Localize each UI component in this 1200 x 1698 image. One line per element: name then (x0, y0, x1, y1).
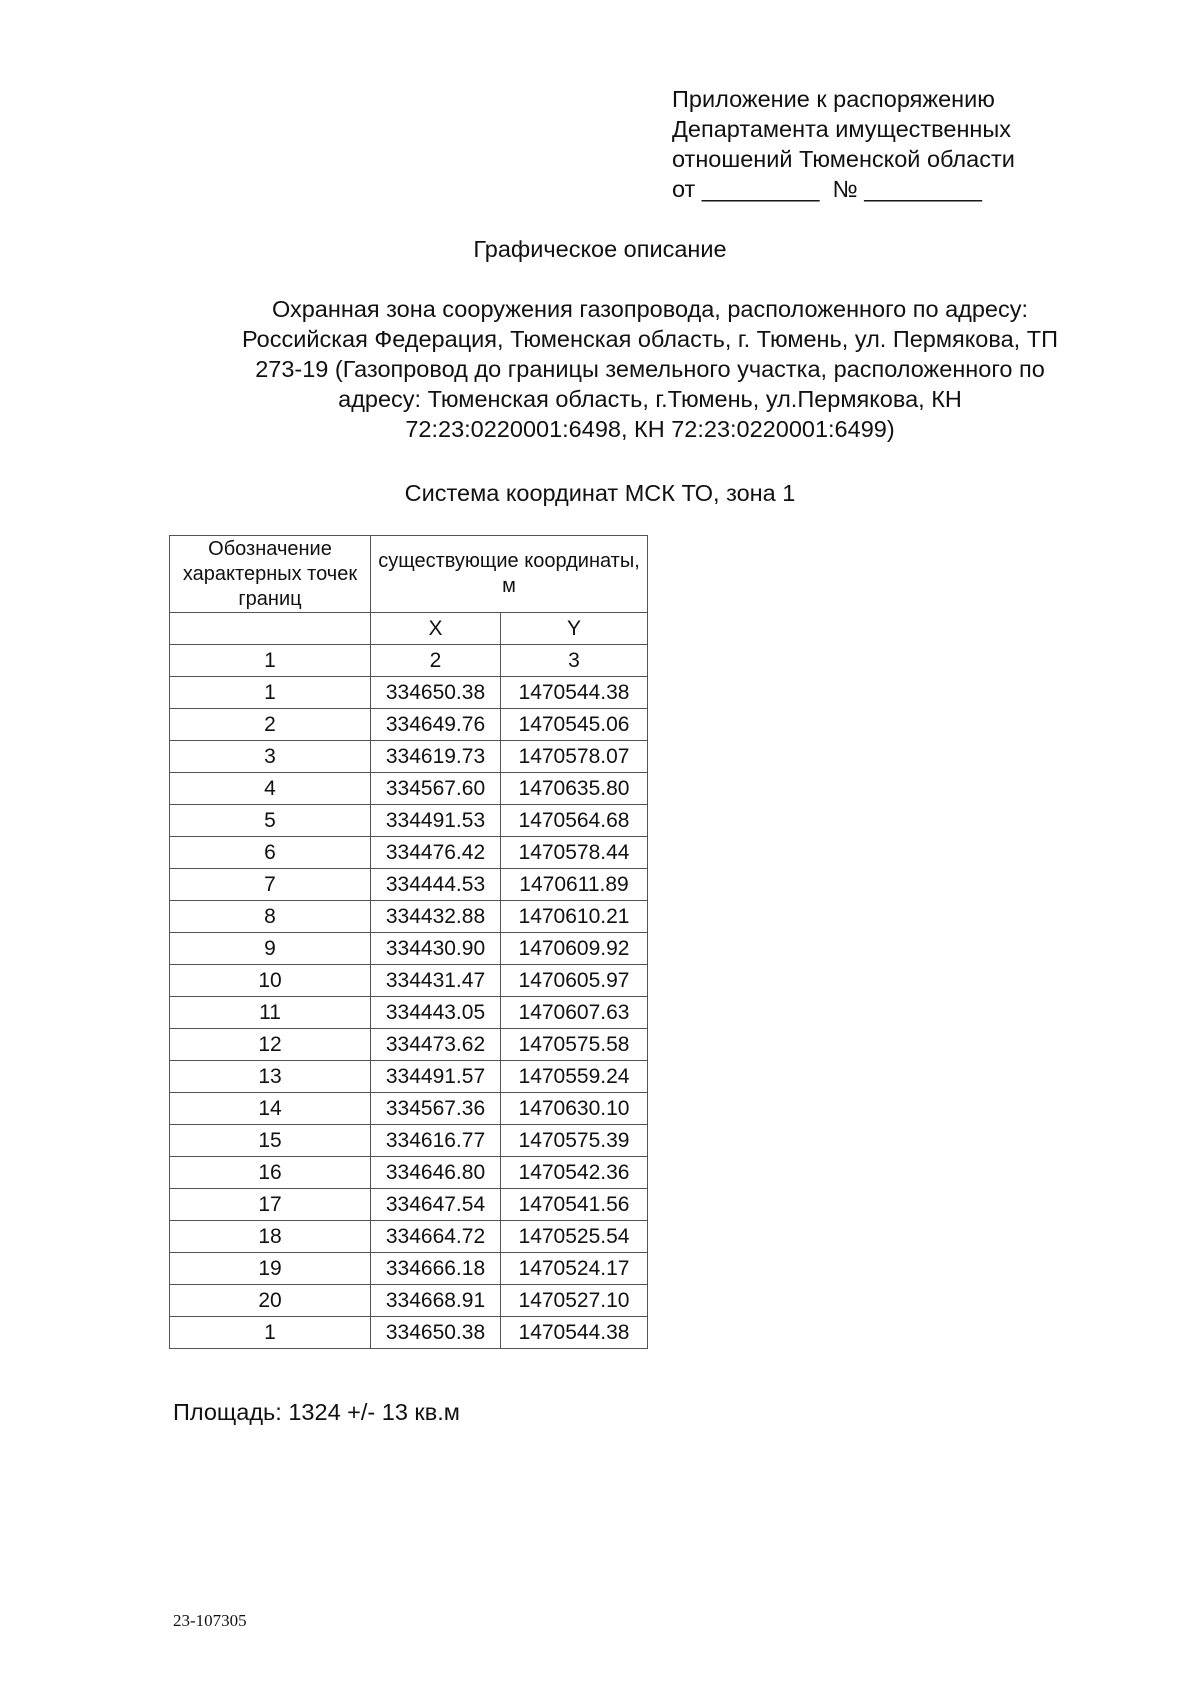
point-number: 17 (170, 1189, 371, 1221)
appendix-line: отношений Тюменской области (672, 146, 1015, 172)
zone-description (160, 294, 1140, 444)
point-number: 18 (170, 1221, 371, 1253)
appendix-line: от _________ № _________ (672, 176, 982, 202)
coord-x: 334616.77 (371, 1125, 501, 1157)
coord-x: 334491.53 (371, 805, 501, 837)
coord-x: 334444.53 (371, 869, 501, 901)
document-title: Графическое описание (473, 236, 727, 262)
description-line: 273-19 (Газопровод до границы земельного участка, расположенного по (255, 356, 1045, 382)
coord-y: 1470544.38 (501, 1317, 648, 1349)
table-row (170, 1221, 648, 1253)
table-row (170, 805, 648, 837)
coord-y: 1470524.17 (501, 1253, 648, 1285)
coord-y: 1470630.10 (501, 1093, 648, 1125)
point-number: 20 (170, 1285, 371, 1317)
coord-y: 1470578.07 (501, 741, 648, 773)
appendix-block (672, 84, 1132, 204)
table-row (170, 933, 648, 965)
coord-x: 334647.54 (371, 1189, 501, 1221)
table-row (170, 869, 648, 901)
coord-x: 334649.76 (371, 709, 501, 741)
coord-y: 1470559.24 (501, 1061, 648, 1093)
coord-x: 334619.73 (371, 741, 501, 773)
point-number: 3 (170, 741, 371, 773)
coord-y: 1470575.58 (501, 1029, 648, 1061)
table-row (170, 1061, 648, 1093)
coord-y: 1470564.68 (501, 805, 648, 837)
point-number: 8 (170, 901, 371, 933)
coord-x: 334432.88 (371, 901, 501, 933)
header-y: Y (501, 613, 648, 645)
coord-y: 1470545.06 (501, 709, 648, 741)
coord-y: 1470541.56 (501, 1189, 648, 1221)
table-row (170, 1317, 648, 1349)
coord-y: 1470610.21 (501, 901, 648, 933)
table-row (170, 709, 648, 741)
description-line: Охранная зона сооружения газопровода, расположенного по адресу: (271, 296, 1029, 322)
table-colnum-row (170, 645, 648, 677)
point-number: 1 (170, 1317, 371, 1349)
point-number: 2 (170, 709, 371, 741)
coordinates-table (169, 535, 648, 1349)
coord-y: 1470542.36 (501, 1157, 648, 1189)
coord-x: 334476.42 (371, 837, 501, 869)
area-text: Площадь: 1324 +/- 13 кв.м (173, 1399, 460, 1425)
point-number: 5 (170, 805, 371, 837)
coord-x: 334473.62 (371, 1029, 501, 1061)
header-empty (170, 613, 371, 645)
table-row (170, 1189, 648, 1221)
point-number: 14 (170, 1093, 371, 1125)
point-number: 15 (170, 1125, 371, 1157)
point-number: 10 (170, 965, 371, 997)
description-line: Российская Федерация, Тюменская область, г. Тюмень, ул. Пермякова, ТП (242, 326, 1058, 352)
coord-y: 1470635.80 (501, 773, 648, 805)
table-row (170, 965, 648, 997)
table-row (170, 1253, 648, 1285)
table-row (170, 837, 648, 869)
point-number: 9 (170, 933, 371, 965)
coord-x: 334491.57 (371, 1061, 501, 1093)
coord-x: 334567.60 (371, 773, 501, 805)
description-line: 72:23:0220001:6498, КН 72:23:0220001:6499) (405, 416, 895, 442)
coord-x: 334664.72 (371, 1221, 501, 1253)
coord-y: 1470609.92 (501, 933, 648, 965)
appendix-line: Приложение к распоряжению (672, 86, 995, 112)
coord-x: 334668.91 (371, 1285, 501, 1317)
coord-y: 1470575.39 (501, 1125, 648, 1157)
point-number: 13 (170, 1061, 371, 1093)
table-row (170, 1029, 648, 1061)
header-x: X (371, 613, 501, 645)
coord-y: 1470605.97 (501, 965, 648, 997)
coord-x: 334666.18 (371, 1253, 501, 1285)
header-points: Обозначение характерных точек границ (170, 536, 371, 613)
coord-x: 334650.38 (371, 677, 501, 709)
table-row (170, 677, 648, 709)
coord-x: 334430.90 (371, 933, 501, 965)
table-row (170, 1125, 648, 1157)
description-line: адресу: Тюменская область, г.Тюмень, ул.Пермякова, КН (338, 386, 962, 412)
document-number: 23-107305 (173, 1611, 247, 1630)
point-number: 12 (170, 1029, 371, 1061)
coord-x: 334443.05 (371, 997, 501, 1029)
coord-y: 1470607.63 (501, 997, 648, 1029)
colnum-cell: 1 (170, 645, 371, 677)
coord-x: 334567.36 (371, 1093, 501, 1125)
coord-y: 1470578.44 (501, 837, 648, 869)
table-row (170, 901, 648, 933)
table-axis-row (170, 613, 648, 645)
table-row (170, 773, 648, 805)
table-row (170, 997, 648, 1029)
coord-y: 1470525.54 (501, 1221, 648, 1253)
point-number: 6 (170, 837, 371, 869)
table-row (170, 1285, 648, 1317)
colnum-cell: 3 (501, 645, 648, 677)
coord-y: 1470611.89 (501, 869, 648, 901)
point-number: 4 (170, 773, 371, 805)
table-row (170, 1093, 648, 1125)
point-number: 11 (170, 997, 371, 1029)
table-row (170, 741, 648, 773)
appendix-line: Департамента имущественных (672, 116, 1012, 142)
point-number: 19 (170, 1253, 371, 1285)
point-number: 16 (170, 1157, 371, 1189)
header-coords: существующие координаты, м (371, 536, 648, 613)
coord-x: 334431.47 (371, 965, 501, 997)
point-number: 7 (170, 869, 371, 901)
table-header-row (170, 536, 648, 613)
table-row (170, 1157, 648, 1189)
coord-x: 334650.38 (371, 1317, 501, 1349)
coord-y: 1470544.38 (501, 677, 648, 709)
point-number: 1 (170, 677, 371, 709)
colnum-cell: 2 (371, 645, 501, 677)
coord-x: 334646.80 (371, 1157, 501, 1189)
coordinate-system: Система координат МСК ТО, зона 1 (404, 480, 796, 506)
coord-y: 1470527.10 (501, 1285, 648, 1317)
